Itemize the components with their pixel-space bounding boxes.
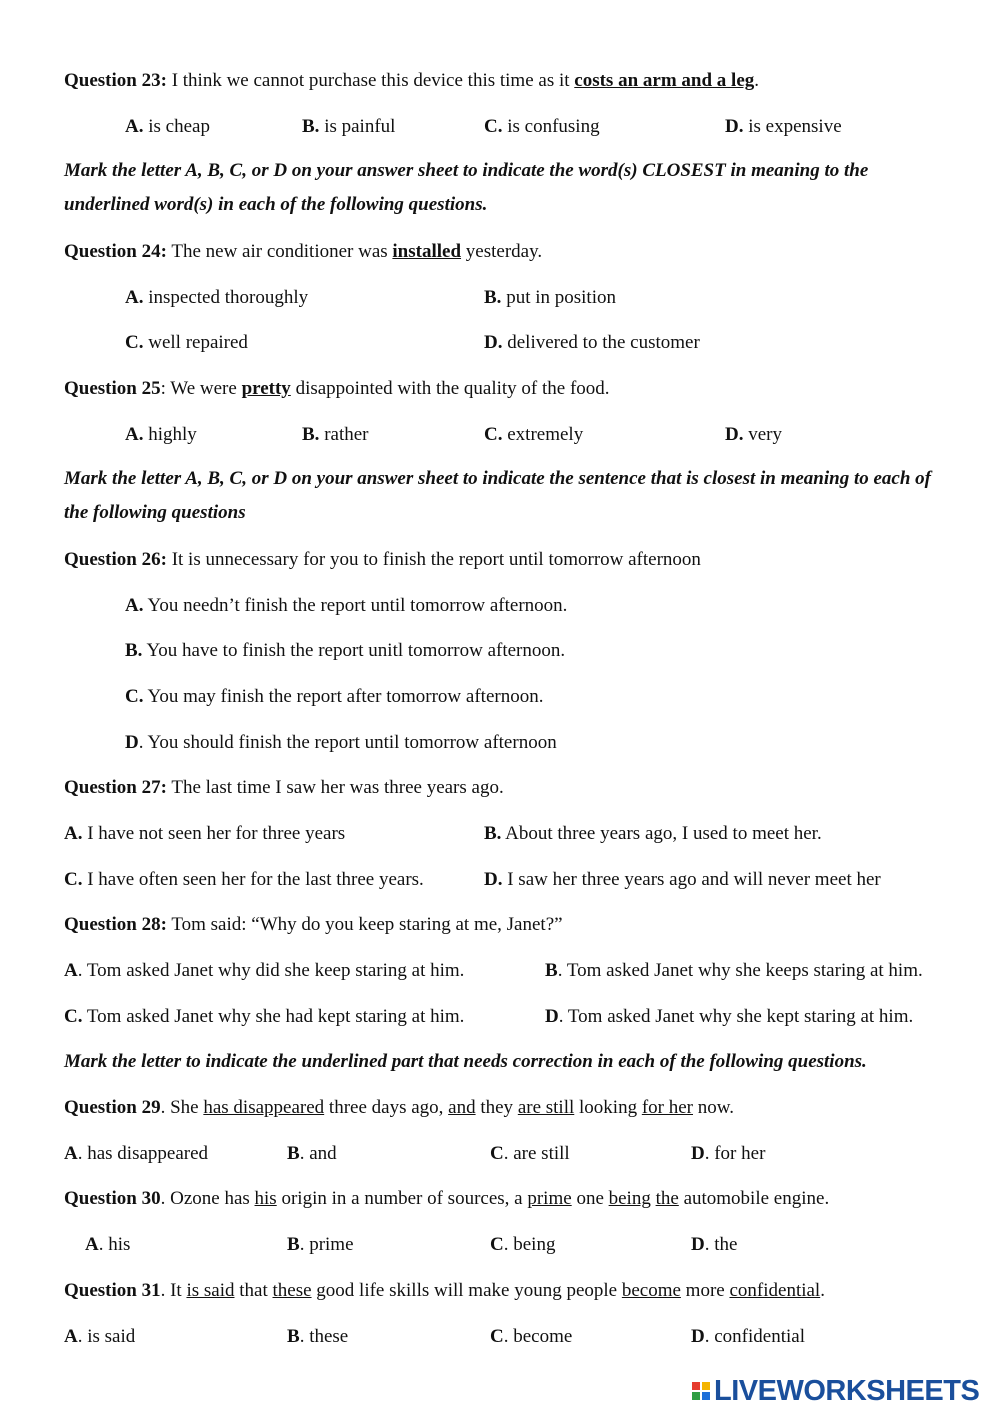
question-label: Question 28: (64, 914, 167, 935)
logo-square-icon (702, 1392, 710, 1400)
option-b[interactable]: B. prime (287, 1234, 354, 1255)
option-d[interactable]: D. delivered to the customer (484, 332, 700, 353)
logo-square-icon (692, 1382, 700, 1390)
underlined-part-b: these (272, 1280, 312, 1301)
underlined-part-c: being (608, 1188, 651, 1209)
question-label: Question 29 (64, 1097, 161, 1118)
liveworksheets-logo[interactable] (692, 1374, 979, 1408)
option-b[interactable]: B. Tom asked Janet why she keeps staring at him. (545, 960, 923, 981)
option-b[interactable]: B. these (287, 1326, 349, 1347)
option-c[interactable]: C. You may finish the report after tomorrow afternoon. (125, 686, 544, 707)
logo-text: LIVEWORKSHEETS (714, 1374, 980, 1407)
option-b[interactable]: B. put in position (484, 287, 616, 308)
question-23: Question 23: I think we cannot purchase this device this time as it costs an arm and a leg. (64, 70, 760, 91)
option-a[interactable]: A. has disappeared (64, 1143, 209, 1164)
option-b[interactable]: B. About three years ago, I used to meet her. (484, 823, 822, 844)
question-25: Question 25: We were pretty disappointed with the quality of the food. (64, 378, 610, 399)
underlined-part-b: prime (527, 1188, 572, 1209)
question-label: Question 27: (64, 777, 167, 798)
option-d[interactable]: D. I saw her three years ago and will never meet her (484, 869, 881, 890)
option-d[interactable]: D. You should finish the report until tomorrow afternoon (125, 732, 557, 753)
underlined-part-a: has disappeared (203, 1097, 325, 1118)
question-31: Question 31. It is said that these good life skills will make young people become more confidential. (64, 1280, 825, 1301)
question-29: Question 29. She has disappeared three days ago, and they are still looking for her now. (64, 1097, 734, 1118)
underlined-phrase: costs an arm and a leg (574, 70, 755, 91)
underlined-phrase: pretty (241, 378, 291, 399)
logo-square-icon (702, 1382, 710, 1390)
option-b[interactable]: B. is painful (302, 116, 396, 137)
option-c[interactable]: C. is confusing (484, 116, 600, 137)
option-d[interactable]: D. confidential (691, 1326, 805, 1347)
question-26: Question 26: It is unnecessary for you to finish the report until tomorrow afternoon (64, 549, 701, 570)
option-d[interactable]: D. the (691, 1234, 738, 1255)
question-label: Question 30 (64, 1188, 161, 1209)
question-label: Question 24: (64, 241, 167, 262)
option-b[interactable]: B. and (287, 1143, 337, 1164)
logo-square-icon (692, 1392, 700, 1400)
question-label: Question 26: (64, 549, 167, 570)
underlined-part-d: confidential (729, 1280, 821, 1301)
option-a[interactable]: A. inspected thoroughly (125, 287, 309, 308)
option-d[interactable]: D. Tom asked Janet why she kept staring at him. (545, 1006, 914, 1027)
option-c[interactable]: C. being (490, 1234, 556, 1255)
option-c[interactable]: C. well repaired (125, 332, 248, 353)
option-d[interactable]: D. for her (691, 1143, 766, 1164)
question-28: Question 28: Tom said: “Why do you keep staring at me, Janet?” (64, 914, 563, 935)
underlined-part-c: become (621, 1280, 681, 1301)
instruction-closest-word: Mark the letter A, B, C, or D on your answer sheet to indicate the word(s) CLOSEST in meaning to the underlined word(s) in each of the following questions. (64, 160, 869, 215)
option-c[interactable]: C. Tom asked Janet why she had kept staring at him. (64, 1006, 465, 1027)
option-c[interactable]: C. become (490, 1326, 573, 1347)
logo-mark-icon (692, 1382, 710, 1400)
instruction-error-correction: Mark the letter to indicate the underlined part that needs correction in each of the following questions. (64, 1051, 867, 1072)
underlined-part-b: and (448, 1097, 476, 1118)
option-b[interactable]: B. You have to finish the report unitl tomorrow afternoon. (125, 640, 566, 661)
option-d[interactable]: D. is expensive (725, 116, 842, 137)
option-a[interactable]: A. is cheap (125, 116, 210, 137)
underlined-part-a: his (254, 1188, 277, 1209)
underlined-phrase: installed (392, 241, 462, 262)
option-a[interactable]: A. his (85, 1234, 131, 1255)
question-label: Question 25 (64, 378, 161, 399)
question-30: Question 30. Ozone has his origin in a number of sources, a prime one being the automobile engine. (64, 1188, 830, 1209)
option-a[interactable]: A. I have not seen her for three years (64, 823, 346, 844)
underlined-part-d: for her (641, 1097, 693, 1118)
option-a[interactable]: A. Tom asked Janet why did she keep staring at him. (64, 960, 465, 981)
option-a[interactable]: A. highly (125, 424, 197, 445)
option-a[interactable]: A. is said (64, 1326, 136, 1347)
question-24: Question 24: The new air conditioner was installed yesterday. (64, 241, 543, 262)
option-a[interactable]: A. You needn’t finish the report until tomorrow afternoon. (125, 595, 568, 616)
question-27: Question 27: The last time I saw her was three years ago. (64, 777, 504, 798)
underlined-part-a: is said (186, 1280, 235, 1301)
option-c[interactable]: C. are still (490, 1143, 570, 1164)
underlined-part-d: the (655, 1188, 679, 1209)
question-label: Question 23: (64, 70, 167, 91)
option-c[interactable]: C. extremely (484, 424, 584, 445)
option-c[interactable]: C. I have often seen her for the last three years. (64, 869, 424, 890)
underlined-part-c: are still (517, 1097, 575, 1118)
option-d[interactable]: D. very (725, 424, 782, 445)
question-label: Question 31 (64, 1280, 161, 1301)
option-b[interactable]: B. rather (302, 424, 369, 445)
instruction-closest-sentence: Mark the letter A, B, C, or D on your answer sheet to indicate the sentence that is closest in meaning to each of the following questions (64, 468, 932, 523)
